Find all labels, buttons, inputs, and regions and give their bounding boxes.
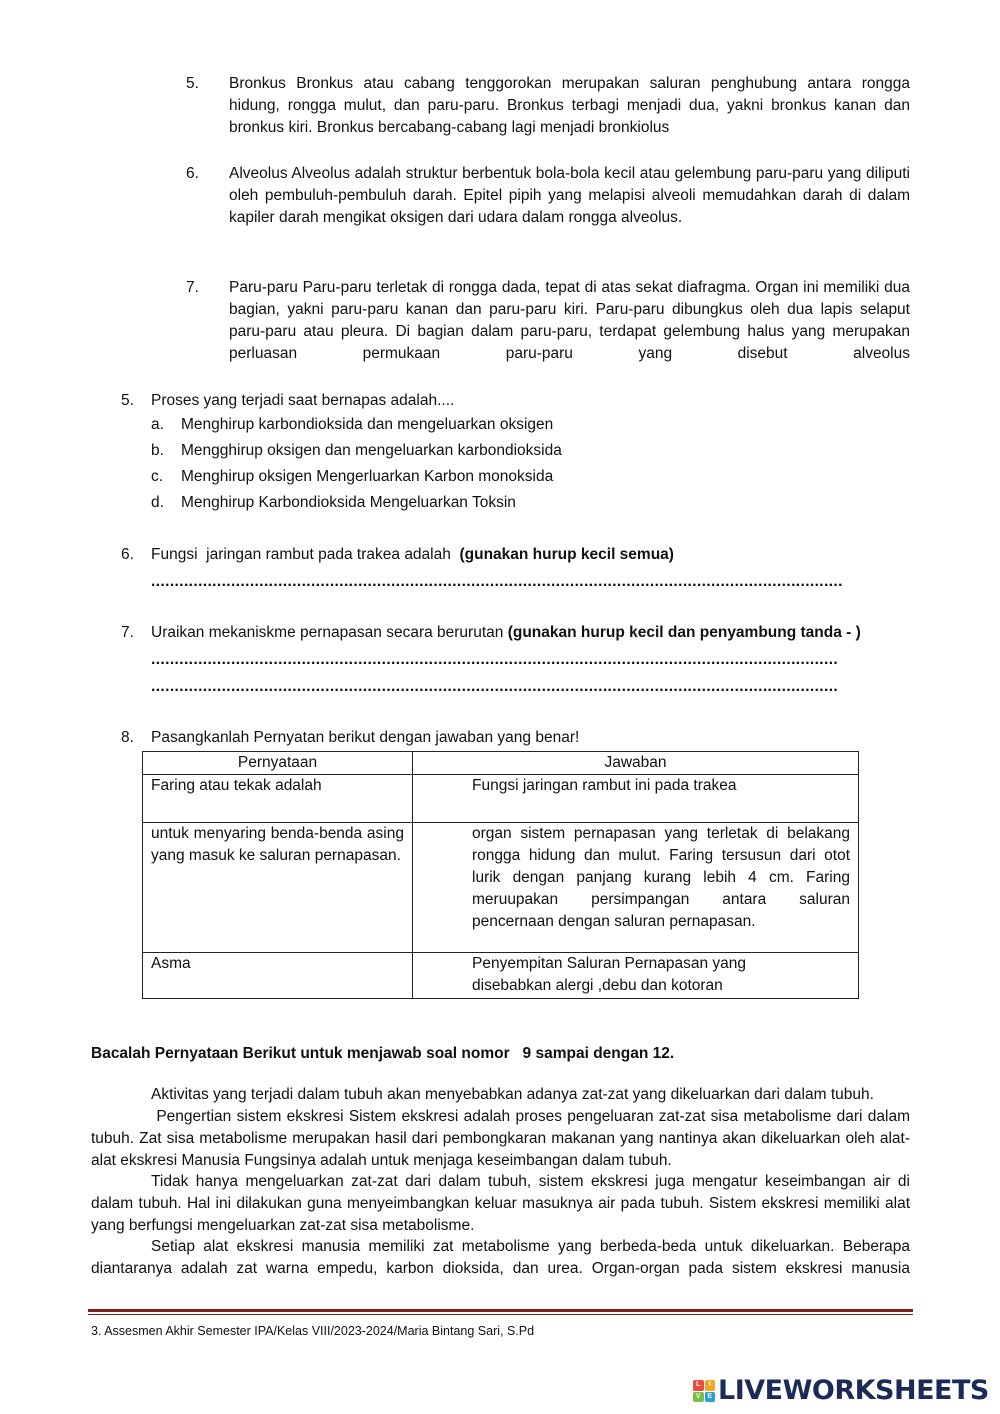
liveworksheets-logo[interactable] <box>693 1376 989 1406</box>
question-number: 5. <box>121 392 134 409</box>
reading-paragraph: Pengertian sistem ekskresi Sistem ekskresi adalah proses pengeluaran zat-zat sisa metabolisme dari dalam tubuh. Zat sisa metabolisme merupakan hasil dari pembongkaran makanan yang nantinya akan dikeluarkan oleh alat-alat ekskresi Manusia Fungsinya adalah untuk menjaga keseimbangan dalam tubuh. <box>91 1108 915 1169</box>
option-letter: a. <box>151 416 164 433</box>
question-number: 6. <box>121 546 134 563</box>
question-text-wrap <box>151 622 861 644</box>
reading-paragraph: Setiap alat ekskresi manusia memiliki zat metabolisme yang berbeda-beda untuk dikeluarkan. Beberapa diantaranya adalah zat warna empedu, karbon dioksida, dan urea. Organ-organ pada sistem ekskresi manusia <box>91 1238 910 1277</box>
question-instruction: (gunakan hurup kecil dan penyambung tanda - ) <box>507 624 861 641</box>
table-row <box>143 953 859 999</box>
question-text: Pasangkanlah Pernyatan berikut dengan jawaban yang benar! <box>151 729 580 746</box>
table-row <box>143 775 859 823</box>
answer-line[interactable]: .................................................................................................................................................. <box>151 678 839 695</box>
answer-cell[interactable]: Penyempitan Saluran Pernapasan yang disebabkan alergi ,debu dan kotoran <box>413 953 859 999</box>
column-header: Jawaban <box>413 752 859 775</box>
answer-cell[interactable]: Fungsi jaringan rambut ini pada trakea <box>413 775 859 823</box>
footer-rule <box>88 1309 913 1312</box>
statement-cell[interactable]: Asma <box>143 953 413 999</box>
reading-paragraph: Tidak hanya mengeluarkan zat-zat dari dalam tubuh, sistem ekskresi juga mengatur keseimbangan air di dalam tubuh. Hal ini dilakukan guna menyeimbangkan keluar masuknya air pada tubuh. Sistem ekskresi memiliki alat yang berfungsi mengeluarkan zat-zat sisa metabolisme. <box>91 1173 910 1234</box>
table-header-row <box>143 752 859 775</box>
option-d[interactable]: Menghirup Karbondioksida Mengeluarkan Toksin <box>181 494 516 511</box>
answer-cell[interactable]: organ sistem pernapasan yang terletak di belakang rongga hidung dan mulut. Faring tersusun dari otot lurik dengan panjang kurang lebih 4 cm. Faring meruupakan persimpangan antara saluran pencernaan dengan saluran pernapasan. <box>413 823 859 953</box>
logo-mark-icon: L I V E <box>693 1380 715 1402</box>
list-paragraph: Alveolus Alveolus adalah struktur berbentuk bola-bola kecil atau gelembung paru-paru yang diliputi oleh pembuluh-pembuluh darah. Epitel pipih yang melapisi alveoli memudahkan darah di dalam kapiler darah mengikat oksigen dari udara dalam rongga alveolus. <box>229 165 910 226</box>
list-paragraph: Paru-paru Paru-paru terletak di rongga dada, tepat di atas sekat diafragma. Organ ini memiliki dua bagian, yakni paru-paru kanan dan paru-paru kiri. Paru-paru dibungkus oleh dua lapis selaput paru-paru atau pleura. Di bagian dalam paru-paru, terdapat gelembung halus yang merupakan perluasan permukaan paru-paru yang disebut alveolus <box>229 279 910 362</box>
option-letter: c. <box>151 468 164 485</box>
question-text-wrap <box>151 544 674 566</box>
option-c[interactable]: Menghirup oksigen Mengerluarkan Karbon monoksida <box>181 468 554 485</box>
statement-cell[interactable]: untuk menyaring benda-benda asing yang masuk ke saluran pernapasan. <box>143 823 413 953</box>
option-letter: d. <box>151 494 164 511</box>
question-number: 7. <box>121 624 134 641</box>
table-row <box>143 823 859 953</box>
list-paragraph: Bronkus Bronkus atau cabang tenggorokan merupakan saluran penghubung antara rongga hidung, rongga mulut, dan paru-paru. Bronkus terbagi menjadi dua, yakni bronkus kanan dan bronkus kiri. Bronkus bercabang-cabang lagi menjadi bronkiolus <box>229 75 910 136</box>
section-title: Bacalah Pernyataan Berikut untuk menjawab soal nomor 9 sampai dengan 12. <box>91 1045 675 1062</box>
option-letter: b. <box>151 442 164 459</box>
footer-rule <box>88 1314 913 1315</box>
question-text: Fungsi jaringan rambut pada trakea adalah <box>151 546 460 563</box>
question-number: 8. <box>121 729 134 746</box>
list-number: 7. <box>186 279 199 296</box>
question-text: Uraikan mekaniskme pernapasan secara berurutan <box>151 624 508 641</box>
list-number: 6. <box>186 165 199 182</box>
column-header: Pernyataan <box>143 752 413 775</box>
answer-line[interactable]: ................................................................................................................................................... <box>151 573 843 590</box>
footer-text: 3. Assesmen Akhir Semester IPA/Kelas VIII/2023-2024/Maria Bintang Sari, S.Pd <box>91 1324 535 1338</box>
question-text: Proses yang terjadi saat bernapas adalah.... <box>151 392 455 409</box>
statement-cell[interactable]: Faring atau tekak adalah <box>143 775 413 823</box>
reading-paragraph: Aktivitas yang terjadi dalam tubuh akan menyebabkan adanya zat-zat yang dikeluarkan dari dalam tubuh. <box>151 1086 874 1103</box>
list-number: 5. <box>186 75 199 92</box>
answer-line[interactable]: .................................................................................................................................................. <box>151 651 839 668</box>
option-b[interactable]: Mengghirup oksigen dan mengeluarkan karbondioksida <box>181 442 562 459</box>
matching-table <box>142 751 859 999</box>
option-a[interactable]: Menghirup karbondioksida dan mengeluarkan oksigen <box>181 416 554 433</box>
question-instruction: (gunakan hurup kecil semua) <box>459 546 674 563</box>
logo-text: LIVEWORKSHEETS <box>718 1375 989 1406</box>
